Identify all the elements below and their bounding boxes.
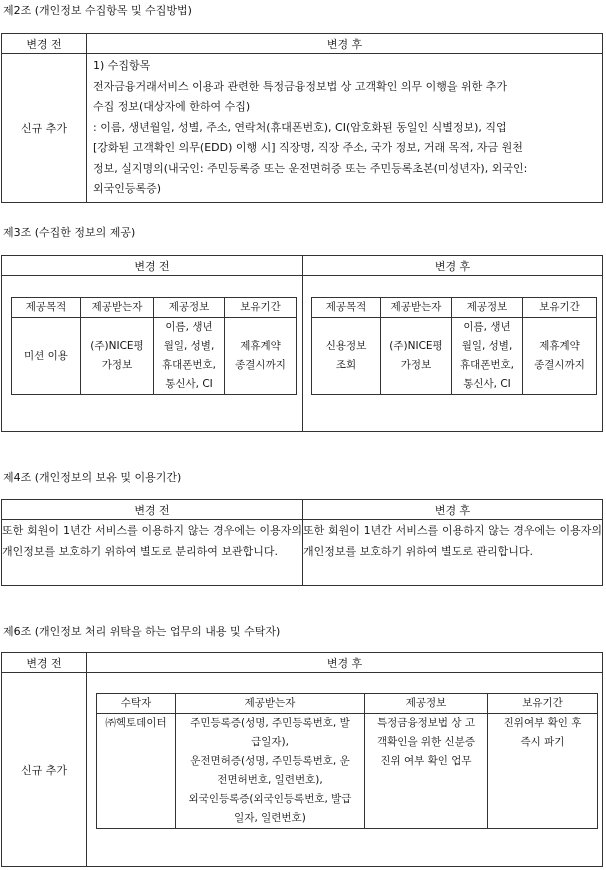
col-header: 제공받는자 [81, 298, 154, 318]
col-header: 제공받는자 [381, 298, 452, 318]
after-line: 정보, 실지명의(내국인: 주민등록증 또는 운전면허증 또는 주민등록초본(미성년자), 외국인: [93, 161, 528, 175]
article3-heading: 제3조 (수집한 정보의 제공) [3, 226, 136, 239]
article3-table [1, 255, 603, 432]
before-value: 신규 추가 [2, 54, 87, 203]
before-cell [2, 276, 303, 432]
article6-table [1, 652, 603, 867]
col-header: 수탁자 [97, 694, 176, 714]
article6-heading: 제6조 (개인정보 처리 위탁을 하는 업무의 내용 및 수탁자) [3, 625, 281, 638]
article2-heading: 제2조 (개인정보 수집항목 및 수집방법) [3, 4, 192, 17]
col-header: 제공목적 [12, 298, 81, 318]
before-value: 신규 추가 [2, 673, 87, 867]
after-header: 변경 후 [87, 34, 603, 54]
before-text: 또한 회원이 1년간 서비스를 이용하지 않는 경우에는 이용자의 개인정보를 보호하기 위하여 별도로 분리하여 보관합니다. [2, 520, 303, 586]
info-cell: 특정금융정보법 상 고 객확인을 위한 신분증 진위 여부 확인 업무 [365, 714, 488, 829]
col-header: 제공정보 [154, 298, 225, 318]
before-header: 변경 전 [2, 34, 87, 54]
article4-heading: 제4조 (개인정보의 보유 및 이용기간) [3, 471, 182, 484]
period-cell: 제휴계약 종결시까지 [225, 318, 297, 395]
info-cell: 이름, 생년 월일, 성별, 휴대폰번호, 통신사, CI [154, 318, 225, 395]
after-content [87, 54, 603, 203]
before-header: 변경 전 [2, 653, 87, 673]
before-header: 변경 전 [2, 256, 303, 276]
recipient-cell: (주)NICE평 가정보 [381, 318, 452, 395]
after-line: 1) 수집항목 [93, 59, 151, 72]
article2-table [1, 33, 603, 203]
col-header: 제공정보 [365, 694, 488, 714]
col-header: 제공정보 [452, 298, 523, 318]
after-text: 또한 회원이 1년간 서비스를 이용하지 않는 경우에는 이용자의 개인정보를 보호하기 위하여 별도로 관리합니다. [303, 520, 603, 586]
col-header: 보유기간 [523, 298, 597, 318]
trust-table [96, 693, 598, 829]
after-cell [303, 276, 603, 432]
col-header: 보유기간 [225, 298, 297, 318]
col-header: 제공받는자 [176, 694, 365, 714]
col-header: 보유기간 [488, 694, 598, 714]
recipient-cell: (주)NICE평 가정보 [81, 318, 154, 395]
trustee-cell: ㈜헥토데이터 [97, 714, 176, 829]
purpose-cell: 신용정보 조회 [312, 318, 381, 395]
after-header: 변경 후 [87, 653, 603, 673]
after-header: 변경 후 [303, 256, 603, 276]
info-cell: 이름, 생년 월일, 성별, 휴대폰번호, 통신사, CI [452, 318, 523, 395]
purpose-cell: 미션 이용 [12, 318, 81, 395]
period-cell: 진위여부 확인 후 즉시 파기 [488, 714, 598, 829]
article4-table [1, 499, 603, 586]
after-line: 전자금융거래서비스 이용과 관련한 특정금융정보법 상 고객확인 의무 이행을 위한 추가 [93, 79, 508, 93]
col-header: 제공목적 [312, 298, 381, 318]
after-line: [강화된 고객확인 의무(EDD) 이행 시] 직장명, 직장 주소, 국가 정보, 거래 목적, 자금 원천 [93, 141, 523, 154]
after-header: 변경 후 [303, 500, 603, 520]
before-header: 변경 전 [2, 500, 303, 520]
after-cell [87, 673, 603, 867]
after-line: 외국인등록증) [93, 182, 162, 195]
before-provision-table [11, 297, 297, 395]
after-provision-table [311, 297, 597, 395]
after-line: : 이름, 생년월일, 성별, 주소, 연락처(휴대폰번호), CI(암호화된 동일인 식별정보), 직업 [93, 120, 507, 134]
after-line: 수집 정보(대상자에 한하여 수집) [93, 100, 251, 113]
recipient-cell: 주민등록증(성명, 주민등록번호, 발 급일자), 운전면허증(성명, 주민등록번호, 운 전면허번호, 일련번호), 외국인등록증(외국인등록번호, 발급 일자, 일련번호) [176, 714, 365, 829]
period-cell: 제휴계약 종결시까지 [523, 318, 597, 395]
